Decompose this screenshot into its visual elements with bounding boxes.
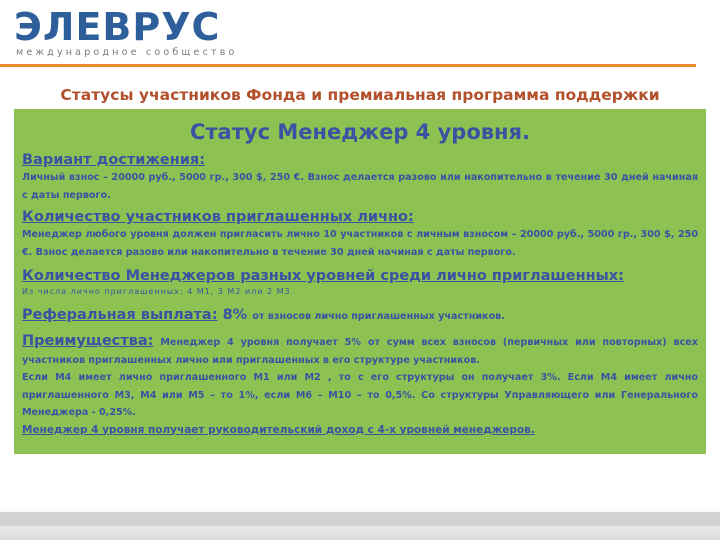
- section-text: Из числа лично приглашенных: 4 М1, 3 М2 или 2 М3.: [22, 287, 295, 296]
- section-title: Вариант достижения:: [22, 152, 206, 168]
- panel-heading: Статус Менеджер 4 уровня.: [189, 120, 531, 144]
- section-invited: [22, 208, 698, 261]
- logo: [14, 6, 244, 58]
- section-advantages: [22, 332, 698, 438]
- section-footer: Менеджер 4 уровня получает руководительский доход с 4-х уровней менеджеров.: [22, 423, 535, 436]
- section-referral: [22, 304, 698, 324]
- section-text: Менеджер любого уровня должен пригласить лично 10 участников с личным взносом – 20000 руб., 5000 гр., 300 $, 250 €. Взнос делается разово или накопительно в течение 30 дней начиная с даты первого.: [22, 229, 698, 258]
- slide-title: Статусы участников Фонда и премиальная программа поддержки: [60, 86, 660, 104]
- referral-percent: 8%: [222, 307, 248, 323]
- section-title: Количество Менеджеров разных уровней среди лично приглашенных:: [22, 268, 624, 284]
- status-panel: [14, 109, 706, 454]
- logo-name: ЭЛЕВРУС: [14, 5, 221, 49]
- section-title: Количество участников приглашенных лично:: [22, 209, 414, 225]
- logo-tagline: международное сообщество: [16, 47, 238, 58]
- section-text: Менеджер 4 уровня получает 5% от сумм всех взносов (первичных или повторных) всех участников приглашенных лично или приглашенных в его структуре участников.: [22, 337, 698, 366]
- section-text-2: Если М4 имеет лично приглашенного М1 или М2 , то с его структуры он получает 3%. Если М4 имеет лично приглашенного М3, М4 или М5 – то 1%, если М6 – М10 – то 0,5%. Со структуры Управляющего или Генерального Менеджера - 0,25%.: [22, 372, 698, 418]
- header-divider: [0, 64, 696, 67]
- section-title: Реферальная выплата:: [22, 307, 218, 323]
- footer-bar: [0, 512, 720, 526]
- section-title: Преимущества:: [22, 333, 154, 349]
- section-achievement: [22, 151, 698, 204]
- section-text: Личный взнос – 20000 руб., 5000 гр., 300 $, 250 €. Взнос делается разово или накопительно в течение 30 дней начиная с даты первого.: [22, 172, 698, 201]
- section-managers: [22, 267, 698, 299]
- section-text: от взносов лично приглашенных участников.: [252, 311, 505, 322]
